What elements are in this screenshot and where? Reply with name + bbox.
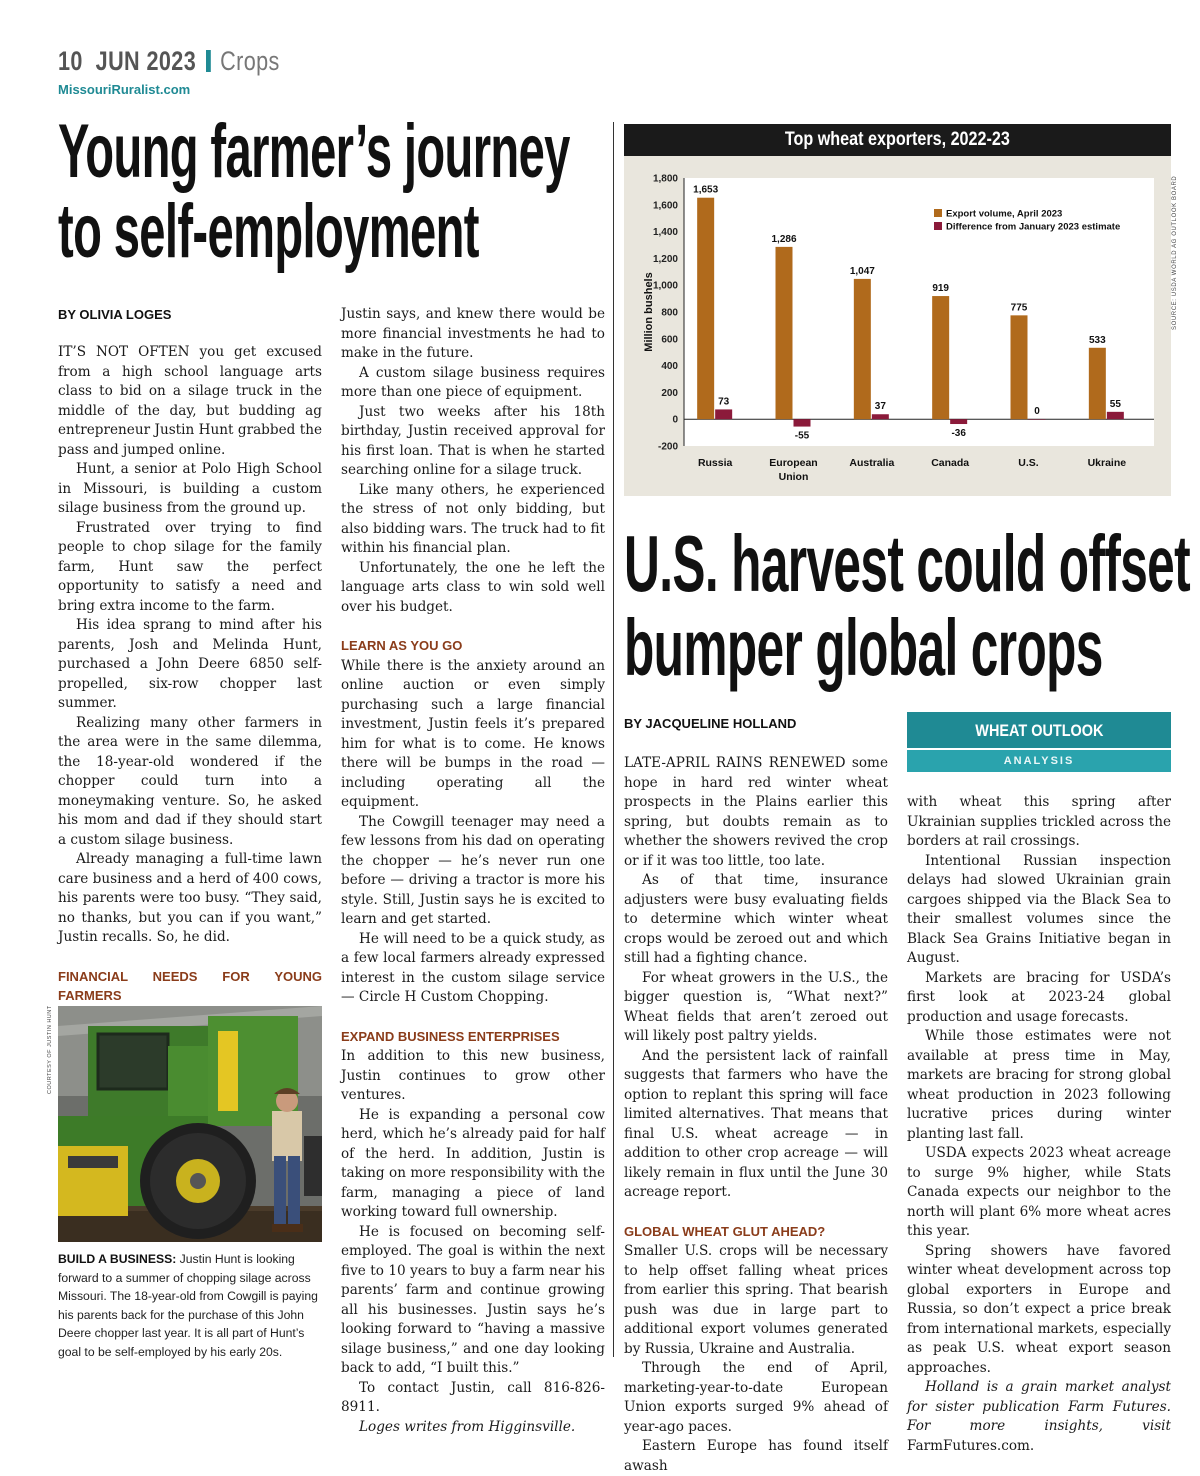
category-label: Ukraine <box>1087 457 1127 469</box>
paragraph: While there is the anxiety around an online auction or even simply purchasing such a large financial investment, Justin feels it’s prepared him for what is to come. He knows there will be bumps in the road — including operating all the equipment. <box>341 657 605 810</box>
y-tick-label: 800 <box>661 307 678 319</box>
category-label: Union <box>778 471 809 483</box>
paragraph: Frustrated over trying to find people to chop silage for the family farm, Hunt saw the perfect opportunity to satisfy a need and bring extra income to the farm. <box>58 519 322 614</box>
article2-byline: BY JACQUELINE HOLLAND <box>624 716 797 731</box>
paragraph: For wheat growers in the U.S., the bigger question is, “What next?” Wheat fields that aren’t zeroed out will likely post paltry yields. <box>624 969 888 1044</box>
export-volume-label: 919 <box>932 283 950 295</box>
export-volume-bar <box>1089 348 1106 419</box>
paragraph: Smaller U.S. crops will be necessary to help offset falling wheat prices from earlier this spring. That bearish push was due in large part to additional export volumes generated by Russia, Ukraine and Australia. <box>624 1243 888 1357</box>
wheat-outlook-box <box>907 712 1171 772</box>
export-volume-label: 1,286 <box>771 233 797 245</box>
subhead: LEARN AS YOU GO <box>341 638 463 653</box>
paragraph: Hunt, a senior at Polo High School in Missouri, is building a custom silage business from the ground up. <box>58 461 322 516</box>
paragraph: While those estimates were not available at press time in May, markets are bracing for strong global wheat production in 2023 following lucrative prices during winter planting last fall. <box>907 1028 1171 1142</box>
outlook-title-text: WHEAT OUTLOOK <box>974 721 1104 740</box>
paragraph: He is focused on becoming self-employed. The goal is within the next five to 10 years to buy a farm near his parents’ farm and continue growing all his businesses. Justin says he’s looking forward to “having a massive silage business,” and one day looking back to add, “I built this.” <box>341 1223 605 1376</box>
paragraph: In addition to this new business, Justin continues to grow other ventures. <box>341 1048 605 1103</box>
y-tick-label: 1,400 <box>652 227 678 239</box>
export-volume-label: 533 <box>1088 334 1106 346</box>
y-tick-label: 600 <box>661 334 678 346</box>
page-number: 10 <box>58 46 83 76</box>
wheat-exporters-chart <box>624 156 1171 496</box>
website-link[interactable]: MissouriRuralist.com <box>58 82 191 97</box>
subhead: GLOBAL WHEAT GLUT AHEAD? <box>624 1223 826 1239</box>
photo-credit: COURTESY OF JUSTIN HUNT <box>47 1005 53 1094</box>
subhead: EXPAND BUSINESS ENTERPRISES <box>341 1028 560 1044</box>
paragraph: Spring showers have favored winter wheat development across top global exporters in Europe and Russia, so don’t expect a price break from international markets, especially as peak U.S. wheat export season approaches. <box>907 1242 1171 1376</box>
paragraph: He will need to be a quick study, as a few local farmers already expressed interest in the custom silage service — Circle H Custom Chopping. <box>341 930 605 1005</box>
page-folio <box>58 46 280 77</box>
caption-text: Justin Hunt is looking forward to a summer of chopping silage across Missouri. The 18-year-old from Cowgill is paying his parents back for the purchase of this John Deere chopper last year. It is all part of Hunt’s goal to be self-employed by his early 20s. <box>58 1252 318 1359</box>
folio-divider <box>206 50 211 72</box>
article1-column2 <box>341 305 605 1437</box>
article1-byline: BY OLIVIA LOGES <box>58 307 172 322</box>
paragraph: Unfortunately, the one he left the language arts class to win sold well over his budget. <box>341 559 605 615</box>
y-tick-label: 0 <box>672 414 678 426</box>
article1-headline-line1: Young farmer’s journey <box>58 109 570 194</box>
export-volume-bar <box>854 279 871 419</box>
paragraph: His idea sprang to mind after his parents, Josh and Melinda Hunt, purchased a John Deere 6850 self-propelled, six-row chopper last summer. <box>58 617 322 711</box>
difference-label: 37 <box>874 401 886 413</box>
export-volume-label: 1,047 <box>849 265 875 277</box>
paragraph: Already managing a full-time lawn care business and a herd of 400 cows, his parents were too busy. “They said, no thanks, but you can if you want,” Justin recalls. So, he did. <box>58 851 322 945</box>
legend-label: Difference from January 2023 estimate <box>946 221 1121 233</box>
paragraph: with wheat this spring after Ukrainian supplies trickled across the borders at rail crossings. <box>907 794 1171 849</box>
author-note: Holland is a grain market analyst for sister publication Farm Futures. For more insights, visit FarmFutures.com. <box>907 1379 1171 1454</box>
y-axis-label: Million bushels <box>643 272 655 352</box>
paragraph: USDA expects 2023 wheat acreage to surge 9% higher, while Stats Canada expects our neighbor to the north will plant 6% more wheat acres this year. <box>907 1145 1171 1239</box>
lead-paragraph: LATE-APRIL RAINS RENEWED some hope in hard red winter wheat prospects in the Plains earlier this spring, but doubts remain as to whether the showers revived the crop or if it was too little, too late. <box>624 755 888 869</box>
chopper-photo <box>58 1006 322 1242</box>
y-tick-label: 1,800 <box>652 173 678 185</box>
export-volume-bar <box>1011 315 1028 419</box>
paragraph: Intentional Russian inspection delays had slowed Ukrainian grain cargoes shipped via the Black Sea to their smallest volumes since the Black Sea Grains Initiative began in August. <box>907 852 1171 966</box>
difference-bar <box>1029 419 1046 420</box>
difference-label: 0 <box>1034 406 1040 418</box>
paragraph: And the persistent lack of rainfall suggests that farmers who have the option to replant this spring will face limited alternatives. That means that final U.S. wheat acreage — in addition to other crop acreage — will likely remain in flux until the June 30 acreage report. <box>624 1047 888 1200</box>
article2-headline-line2: bumper global crops <box>624 603 1103 692</box>
paragraph: Justin says, and knew there would be more financial investments he had to make in the future. <box>341 306 605 361</box>
y-tick-label: 400 <box>661 361 678 373</box>
category-label: U.S. <box>1018 457 1039 469</box>
y-tick-label: 1,600 <box>652 200 678 212</box>
author-note: Loges writes from Higginsville. <box>359 1418 576 1435</box>
paragraph: Like many others, he experienced the stress of not only bidding, but also bidding wars. The truck had to fit within his financial plan. <box>341 481 605 556</box>
y-tick-label: 1,000 <box>652 280 678 292</box>
export-volume-bar <box>697 198 714 420</box>
difference-bar <box>872 414 889 419</box>
paragraph: Eastern Europe has found itself awash <box>624 1438 888 1474</box>
difference-label: -55 <box>794 430 810 442</box>
paragraph: To contact Justin, call 816-826-8911. <box>341 1379 605 1415</box>
article2-column1 <box>624 754 888 1476</box>
section-name: Crops <box>220 46 280 76</box>
chart-title <box>624 124 1171 156</box>
export-volume-bar <box>776 247 793 419</box>
difference-label: 73 <box>718 396 730 408</box>
y-tick-label: 200 <box>661 387 678 399</box>
legend-label: Export volume, April 2023 <box>946 208 1063 220</box>
chart-source: SOURCE: USDA WORLD AG OUTLOOK BOARD <box>1172 175 1178 330</box>
article2-column2 <box>907 793 1171 1456</box>
category-label: European <box>769 457 818 469</box>
legend-swatch <box>934 209 942 217</box>
issue-date: JUN 2023 <box>95 46 197 76</box>
export-volume-label: 775 <box>1010 302 1028 314</box>
paragraph: A custom silage business requires more than one piece of equipment. <box>341 364 605 400</box>
export-volume-bar <box>932 296 949 419</box>
legend-swatch <box>934 222 942 230</box>
photo-caption <box>58 1250 322 1361</box>
caption-lead: BUILD A BUSINESS: <box>58 1252 177 1266</box>
chopper-photo-illustration <box>58 1006 322 1242</box>
difference-bar <box>950 419 967 424</box>
lead-paragraph: IT’S NOT OFTEN you get excused from a high school language arts class to bid on a silage truck in the middle of the day, but budding ag entrepreneur Justin Hunt grabbed the pass and jumped online. <box>58 344 322 458</box>
paragraph: He is expanding a personal cow herd, which he’s already paid for half of the herd. In addition, Justin is taking on more responsibility with the farm, managing a piece of land working toward full ownership. <box>341 1106 605 1220</box>
category-label: Australia <box>849 457 895 469</box>
lead-in: LATE-APRIL RAINS RENEWED <box>624 755 846 771</box>
paragraph: Through the end of April, marketing-year-to-date European Union exports surged 9% ahead of year-ago paces. <box>624 1360 888 1435</box>
difference-label: 55 <box>1109 398 1121 410</box>
paragraph: Markets are bracing for USDA’s first look at 2023-24 global production and usage forecasts. <box>907 969 1171 1025</box>
lead-in: IT’S NOT OFTEN <box>58 344 190 360</box>
article2-headline <box>624 519 1191 692</box>
column-divider <box>613 122 614 1357</box>
outlook-subtitle: ANALYSIS <box>907 750 1171 772</box>
paragraph: Realizing many other farmers in the area were in the same dilemma, the 18-year-old wondered if the chopper could turn into a moneymaking venture. So, he asked his mom and dad if they should start a custom silage business. <box>58 714 322 848</box>
article2-headline-line1: U.S. harvest could offset <box>624 519 1191 608</box>
article1-column1 <box>58 343 322 1085</box>
article1-headline-line2: to self-employment <box>58 189 479 274</box>
y-tick-label: 1,200 <box>652 253 678 265</box>
paragraph: Just two weeks after his 18th birthday, Justin received approval for his first loan. That is when he started searching online for a silage truck. <box>341 403 605 478</box>
outlook-title <box>907 712 1171 748</box>
difference-bar <box>1107 412 1124 419</box>
difference-bar <box>794 419 811 426</box>
chart-title-text: Top wheat exporters, 2022-23 <box>784 129 1010 150</box>
difference-label: -36 <box>951 428 966 440</box>
y-tick-label: -200 <box>657 441 678 453</box>
paragraph: The Cowgill teenager may need a few lessons from his dad on operating the chopper — he’s never run one before — driving a tractor is more his style. Still, Justin says he is excited to learn and get started. <box>341 813 605 927</box>
difference-bar <box>715 409 732 419</box>
category-label: Canada <box>931 457 970 469</box>
subhead: FINANCIAL NEEDS FOR YOUNG FARMERS <box>58 968 322 1003</box>
paragraph: As of that time, insurance adjusters were busy evaluating fields to determine which winter wheat crops would be zeroed out and which still had a fighting chance. <box>624 872 888 966</box>
article1-headline <box>58 109 570 274</box>
export-volume-label: 1,653 <box>693 184 719 196</box>
category-label: Russia <box>697 457 733 469</box>
